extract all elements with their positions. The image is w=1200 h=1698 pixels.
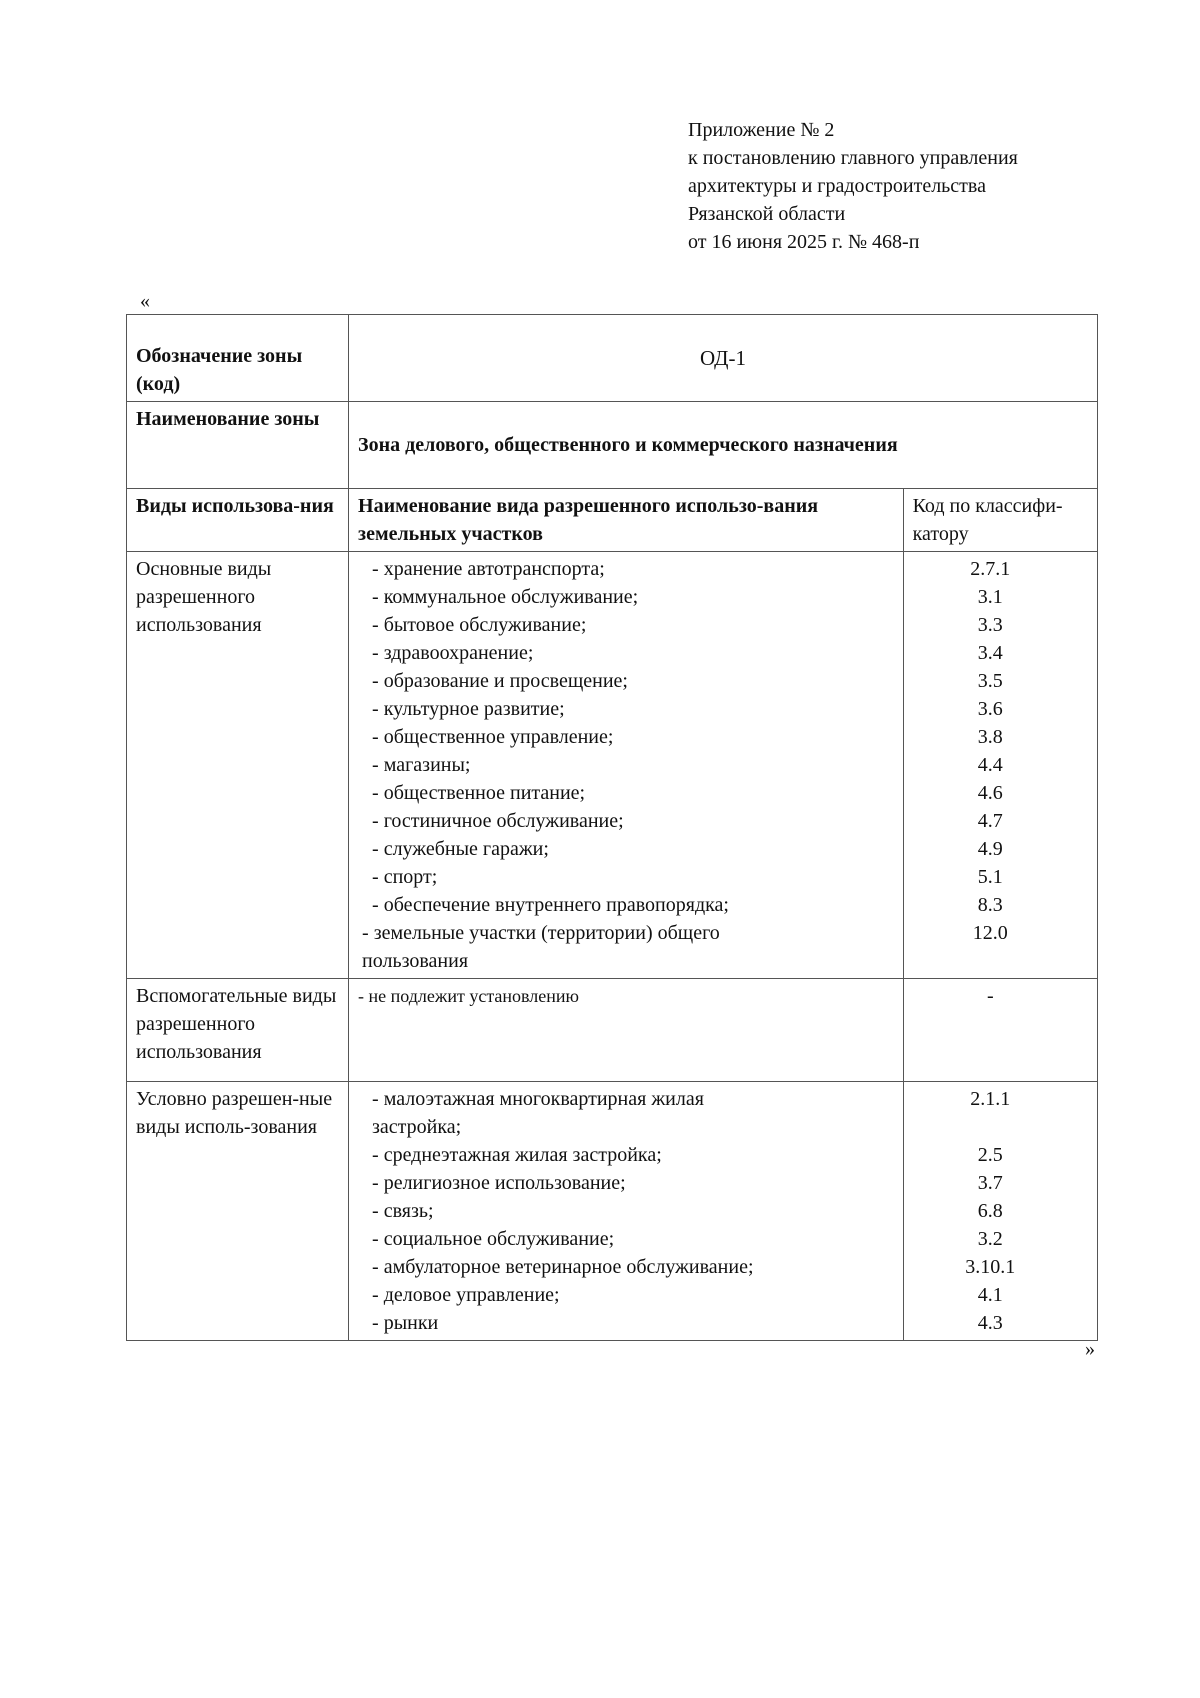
table-header-row — [127, 489, 1098, 552]
classifier-code: 3.10.1 — [965, 1256, 1016, 1278]
appendix-date: от 16 июня 2025 г. № 468-п — [688, 231, 920, 253]
classifier-code: 6.8 — [977, 1200, 1003, 1222]
list-item: - общественное управление; — [372, 726, 614, 748]
classifier-code: 4.3 — [977, 1312, 1003, 1334]
classifier-code: 3.3 — [977, 614, 1003, 636]
list-item: - среднеэтажная жилая застройка; — [372, 1144, 662, 1166]
list-item: - малоэтажная многоквартирная жилая застройка; — [372, 1088, 704, 1138]
auxiliary-usage-list — [349, 979, 904, 1082]
list-item: - образование и просвещение; — [372, 670, 628, 692]
classifier-code: 2.5 — [977, 1144, 1003, 1166]
list-item: - коммунальное обслуживание; — [372, 586, 639, 608]
header-usage-name: Наименование вида разрешенного использо-вания земельных участков — [349, 489, 904, 552]
appendix-line: архитектуры и градостроительства — [688, 175, 986, 197]
classifier-code: 4.7 — [977, 810, 1003, 832]
list-item: - обеспечение внутреннего правопорядка; — [372, 894, 729, 916]
list-item: - рынки — [372, 1312, 439, 1334]
auxiliary-usage-label: Вспомогательные виды разрешенного использования — [127, 979, 349, 1082]
closing-quote: » — [1085, 1338, 1095, 1360]
appendix-line: к постановлению главного управления — [688, 147, 1018, 169]
list-item: - религиозное использование; — [372, 1172, 626, 1194]
classifier-code: 3.8 — [977, 726, 1003, 748]
list-item: - гостиничное обслуживание; — [372, 810, 624, 832]
list-item: - магазины; — [372, 754, 471, 776]
header-classifier-code: Код по классифи-катору — [903, 489, 1097, 552]
list-item: - связь; — [372, 1200, 434, 1222]
conditional-usage-row — [127, 1082, 1098, 1341]
appendix-title: Приложение № 2 — [688, 119, 835, 141]
list-item: - культурное развитие; — [372, 698, 565, 720]
classifier-code: 8.3 — [977, 894, 1003, 916]
classifier-code: - — [986, 985, 994, 1007]
list-item: - общественное питание; — [372, 782, 586, 804]
conditional-usage-label: Условно разрешен-ные виды исполь-зования — [127, 1082, 349, 1341]
list-item: - хранение автотранспорта; — [372, 558, 605, 580]
classifier-code: 4.9 — [977, 838, 1003, 860]
classifier-code: 12.0 — [972, 922, 1008, 944]
main-usage-codes — [903, 552, 1097, 979]
list-item: - бытовое обслуживание; — [372, 614, 587, 636]
conditional-usage-codes — [903, 1082, 1097, 1341]
main-usage-label: Основные виды разрешенного использования — [127, 552, 349, 979]
header-usage-types: Виды использова-ния — [127, 489, 349, 552]
classifier-code: 2.1.1 — [970, 1088, 1011, 1110]
appendix-header — [688, 116, 1108, 256]
classifier-code: 2.7.1 — [970, 558, 1011, 580]
classifier-code: 3.4 — [977, 642, 1003, 664]
classifier-code: 3.7 — [977, 1172, 1003, 1194]
list-item: - земельные участки (территории) общего пользования — [362, 922, 720, 972]
classifier-code: 3.6 — [977, 698, 1003, 720]
main-usage-row — [127, 552, 1098, 979]
list-item: - не подлежит установлению — [358, 986, 579, 1006]
main-usage-list — [349, 552, 904, 979]
auxiliary-usage-row — [127, 979, 1098, 1082]
zone-name-row — [127, 402, 1098, 489]
zone-name-value: Зона делового, общественного и коммерческого назначения — [349, 402, 1098, 489]
classifier-code: 3.1 — [977, 586, 1003, 608]
zone-code-row — [127, 315, 1098, 402]
zone-code-label: Обозначение зоны (код) — [127, 315, 349, 402]
list-item: - амбулаторное ветеринарное обслуживание; — [372, 1256, 754, 1278]
list-item: - здравоохранение; — [372, 642, 534, 664]
list-item: - социальное обслуживание; — [372, 1228, 615, 1250]
classifier-code: 3.5 — [977, 670, 1003, 692]
list-item: - спорт; — [372, 866, 438, 888]
classifier-code: 4.6 — [977, 782, 1003, 804]
classifier-code: 5.1 — [977, 866, 1003, 888]
classifier-code: 4.1 — [977, 1284, 1003, 1306]
classifier-code: 4.4 — [977, 754, 1003, 776]
auxiliary-usage-codes — [903, 979, 1097, 1082]
classifier-code: 3.2 — [977, 1228, 1003, 1250]
appendix-line: Рязанской области — [688, 203, 846, 225]
zone-table — [126, 314, 1098, 1341]
list-item: - деловое управление; — [372, 1284, 560, 1306]
list-item: - служебные гаражи; — [372, 838, 549, 860]
zone-name-label: Наименование зоны — [127, 402, 349, 489]
zone-code-value: ОД-1 — [349, 315, 1098, 402]
opening-quote: « — [140, 290, 150, 312]
conditional-usage-list — [349, 1082, 904, 1341]
